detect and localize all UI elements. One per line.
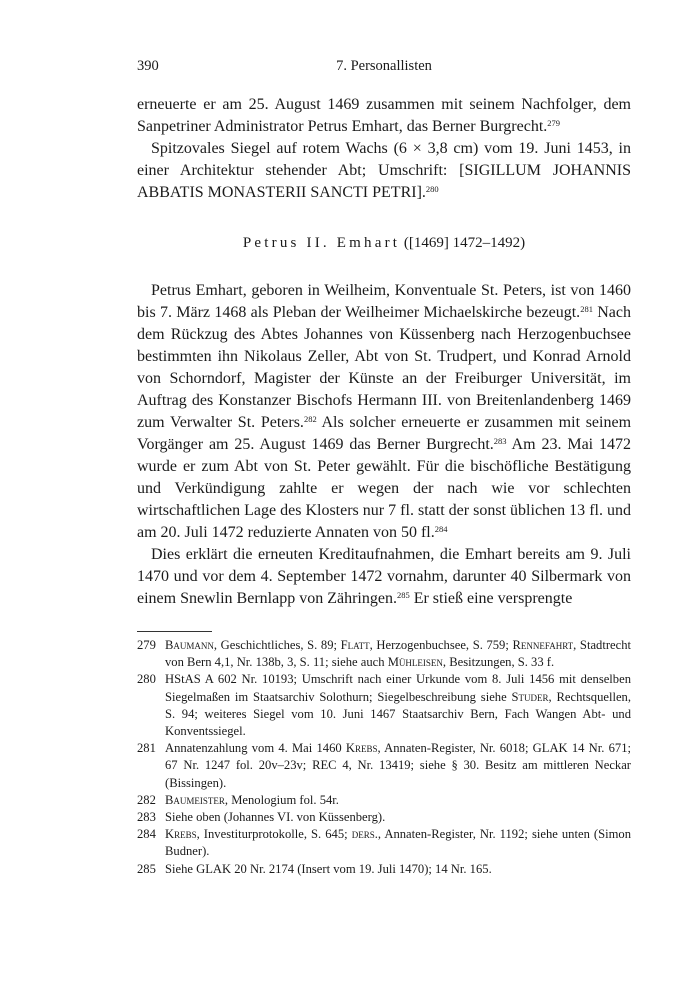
footnote bbox=[137, 637, 631, 671]
footnote bbox=[137, 792, 631, 809]
footnote-text: HStAS A 602 Nr. 10193; Umschrift nach einer Urkunde vom 8. Juli 1456 mit denselben Siegelmaßen im Staatsarchiv Solothurn; Siegelbeschreibung siehe Studer, Rechtsquellen, S. 94; weiteres Siegel vom 10. Juni 1467 Staatsarchiv Bern, Fach Wangen Abt- und Konventssiegel. bbox=[165, 672, 631, 739]
abbot-dates: ([1469] 1472–1492) bbox=[403, 235, 526, 251]
main-text bbox=[137, 94, 631, 610]
footnote-number: 283 bbox=[137, 810, 156, 825]
footnote bbox=[137, 809, 631, 826]
page-number: 390 bbox=[137, 58, 159, 74]
footnote-ref: 280 bbox=[425, 184, 439, 194]
footnote-number: 284 bbox=[137, 827, 156, 842]
section-heading bbox=[137, 232, 631, 254]
footnote-ref: 279 bbox=[547, 118, 561, 128]
footnote-text: Baumeister, Menologium fol. 54r. bbox=[165, 792, 339, 807]
footnote-text: Krebs, Investiturprotokolle, S. 645; ders., Annaten-Register, Nr. 1192; siehe unten (Simon Budner). bbox=[165, 827, 632, 859]
seal-paragraph: Spitzovales Siegel auf rotem Wachs (6 × 3,8 cm) vom 19. Juni 1453, in einer Architektur stehender Abt; Umschrift: [SIGILLUM JOHANNIS ABBATIS MONASTERII SANCTI PETRI].$^{280}$ bbox=[137, 140, 631, 201]
continuation-paragraph: erneuerte er am 25. August 1469 zusammen mit seinem Nachfolger, dem Sanpetriner Administrator Petrus Emhart, das Berner Burgrecht.$^{279}$ bbox=[137, 96, 631, 135]
running-head: 7. Personallisten bbox=[336, 58, 432, 74]
footnote-divider bbox=[137, 631, 212, 632]
footnote-ref: 282 bbox=[303, 414, 317, 424]
footnote-ref: 281 bbox=[580, 304, 593, 314]
footnote-number: 282 bbox=[137, 792, 156, 807]
footnote-ref: 284 bbox=[434, 524, 448, 534]
footnote-number: 285 bbox=[137, 861, 156, 876]
footnote-text: Siehe oben (Johannes VI. von Küssenberg). bbox=[165, 810, 386, 825]
abbot-name: Petrus II. Emhart bbox=[242, 235, 401, 251]
footnote bbox=[137, 861, 631, 878]
footnote-ref: 285 bbox=[396, 590, 410, 600]
footnote bbox=[137, 671, 631, 740]
footnote-ref: 283 bbox=[493, 436, 507, 446]
footnote bbox=[137, 826, 631, 860]
footnote bbox=[137, 740, 631, 792]
footnote-number: 281 bbox=[137, 741, 156, 756]
footnote-text: Siehe GLAK 20 Nr. 2174 (Insert vom 19. Juli 1470); 14 Nr. 165. bbox=[165, 861, 492, 876]
footnotes bbox=[137, 637, 631, 878]
footnote-number: 280 bbox=[137, 672, 156, 687]
footnote-text: Baumann, Geschichtliches, S. 89; Flatt, Herzogenbuchsee, S. 759; Rennefahrt, Stadtrecht von Bern 4,1, Nr. 138b, 3, S. 11; siehe auch Mühleisen, Besitzungen, S. 33 f. bbox=[165, 638, 631, 670]
credit-paragraph: Dies erklärt die erneuten Kreditaufnahmen, die Emhart bereits am 9. Juli 1470 und vor dem 4. September 1472 vornahm, darunter 40 Silbermark von einem Snewlin Bernlapp von Zähringen.$^{285}$ Er stieß eine versprengte bbox=[137, 546, 631, 607]
page-header bbox=[137, 58, 631, 78]
footnote-text: Annatenzahlung vom 4. Mai 1460 Krebs, Annaten-Register, Nr. 6018; GLAK 14 Nr. 671; 67 Nr. 1247 fol. 20v–23v; REC 4, Nr. 13419; siehe § 30. Besitz am mittleren Neckar (Bissingen). bbox=[165, 741, 631, 790]
book-page bbox=[137, 58, 631, 878]
biography-paragraph: Petrus Emhart, geboren in Weilheim, Konventuale St. Peters, ist von 1460 bis 7. März 1468 als Pleban der Weilheimer Michaelskirche bezeugt.$^{281}$ Nach dem Rückzug des Abtes Johannes von Küssenberg nach Herzogenbuchsee bestimmten ihn Nikolaus Zeller, Abt von St. Trudpert, und Konrad Arnold von Schorndorf, Magister der Künste an der Freiburger Universität, im Auftrag des Konstanzer Bischofs Hermann III. von Breitenlandenberg 1469 zum Verwalter St. Peters.$^{282}$ Als solcher erneuerte er zusammen mit seinem Vorgänger am 25. August 1469 das Berner Burgrecht.$^{283}$ Am 23. Mai 1472 wurde er zum Abt von St. Peter gewählt. Für die bischöfliche Bestätigung und Verkündigung zahlte er wegen der nach wie vor schlechten wirtschaftlichen Lage des Klosters nur 7 fl. statt der sonst üblichen 13 fl. und am 20. Juli 1472 reduzierte Annaten von 50 fl.$^{284}$ bbox=[137, 282, 632, 541]
footnote-number: 279 bbox=[137, 638, 156, 652]
